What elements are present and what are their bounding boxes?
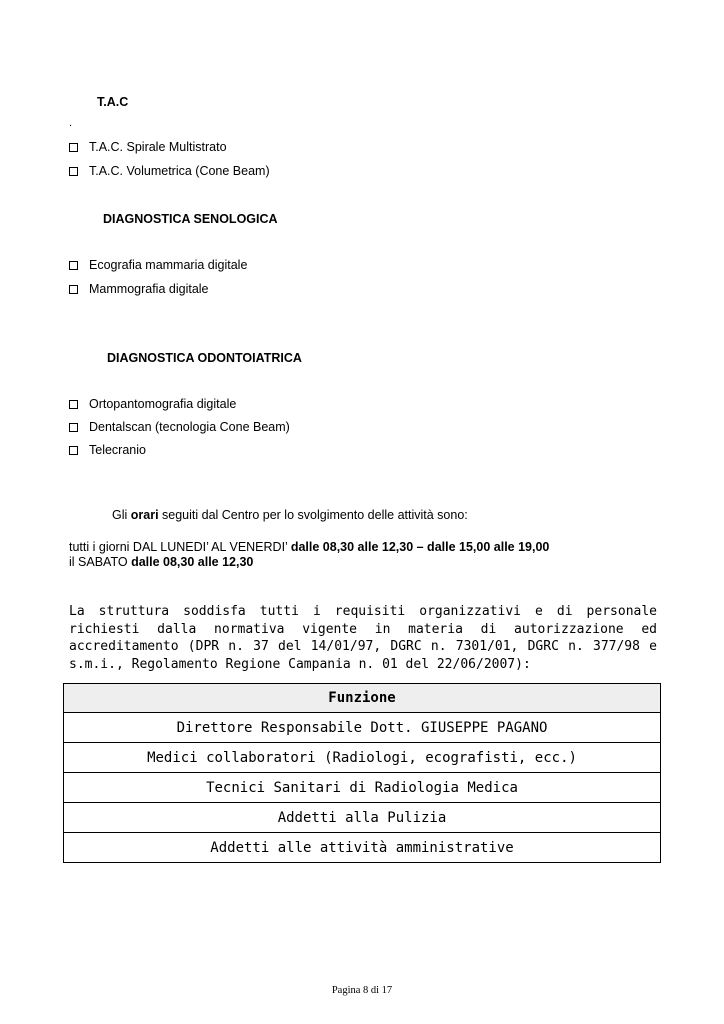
section-title-odontoiatrica: DIAGNOSTICA ODONTOIATRICA: [107, 351, 302, 365]
table-cell: Addetti alle attività amministrative: [64, 833, 661, 863]
list-item-label: T.A.C. Volumetrica (Cone Beam): [89, 164, 270, 178]
table-cell: Tecnici Sanitari di Radiologia Medica: [64, 773, 661, 803]
list-item: [69, 282, 209, 296]
table-row: [64, 833, 661, 863]
checkbox-bullet-icon: [69, 143, 78, 152]
hours-saturday-times: dalle 08,30 alle 12,30: [131, 555, 254, 569]
list-item: [69, 397, 236, 411]
checkbox-bullet-icon: [69, 167, 78, 176]
checkbox-bullet-icon: [69, 261, 78, 270]
list-item: [69, 420, 290, 434]
section-title-senologica: DIAGNOSTICA SENOLOGICA: [103, 212, 278, 226]
hours-intro-bold: orari: [130, 508, 159, 522]
table-cell: Addetti alla Pulizia: [64, 803, 661, 833]
function-table: [63, 683, 661, 863]
list-item: [69, 164, 270, 178]
list-item-label: Ortopantomografia digitale: [89, 397, 237, 411]
list-item-label: Mammografia digitale: [89, 282, 209, 296]
list-item-label: T.A.C. Spirale Multistrato: [89, 140, 227, 154]
hours-intro: Gli orari seguiti dal Centro per lo svolgimento delle attività sono:: [112, 508, 468, 522]
table-cell: Medici collaboratori (Radiologi, ecografisti, ecc.): [64, 743, 661, 773]
table-row: [64, 773, 661, 803]
checkbox-bullet-icon: [69, 285, 78, 294]
table-row: [64, 803, 661, 833]
list-item-label: Ecografia mammaria digitale: [89, 258, 248, 272]
list-item: [69, 443, 146, 457]
table-header-cell: Funzione: [64, 684, 661, 713]
table-header-row: [64, 684, 661, 713]
page-number: Pagina 8 di 17: [331, 985, 393, 996]
stray-dot: .: [69, 117, 73, 129]
list-item-label: Dentalscan (tecnologia Cone Beam): [89, 420, 290, 434]
hours-weekdays: tutti i giorni DAL LUNEDI’ AL VENERDI’ dalle 08,30 alle 12,30 – dalle 15,00 alle 19,00: [69, 540, 550, 554]
table-row: [64, 713, 661, 743]
requirements-paragraph: La struttura soddisfa tutti i requisiti organizzativi e di personale richiesti dalla normativa vigente in materia di autorizzazione ed accreditamento (DPR n. 37 del 14/01/97, DGRC n. 7301/01, DGRC n. 377/98 e s.m.i., Regolamento Regione Campania n. 01 del 22/06/2007):: [69, 604, 657, 672]
table-cell: Direttore Responsabile Dott. GIUSEPPE PAGANO: [64, 713, 661, 743]
hours-saturday: il SABATO dalle 08,30 alle 12,30: [69, 555, 254, 569]
checkbox-bullet-icon: [69, 446, 78, 455]
hours-weekdays-times: dalle 08,30 alle 12,30 – dalle 15,00 alle 19,00: [290, 540, 550, 554]
list-item: [69, 140, 227, 154]
section-title-tac: T.A.C: [97, 95, 129, 109]
table-row: [64, 743, 661, 773]
checkbox-bullet-icon: [69, 423, 78, 432]
list-item: [69, 258, 247, 272]
checkbox-bullet-icon: [69, 400, 78, 409]
list-item-label: Telecranio: [89, 443, 146, 457]
